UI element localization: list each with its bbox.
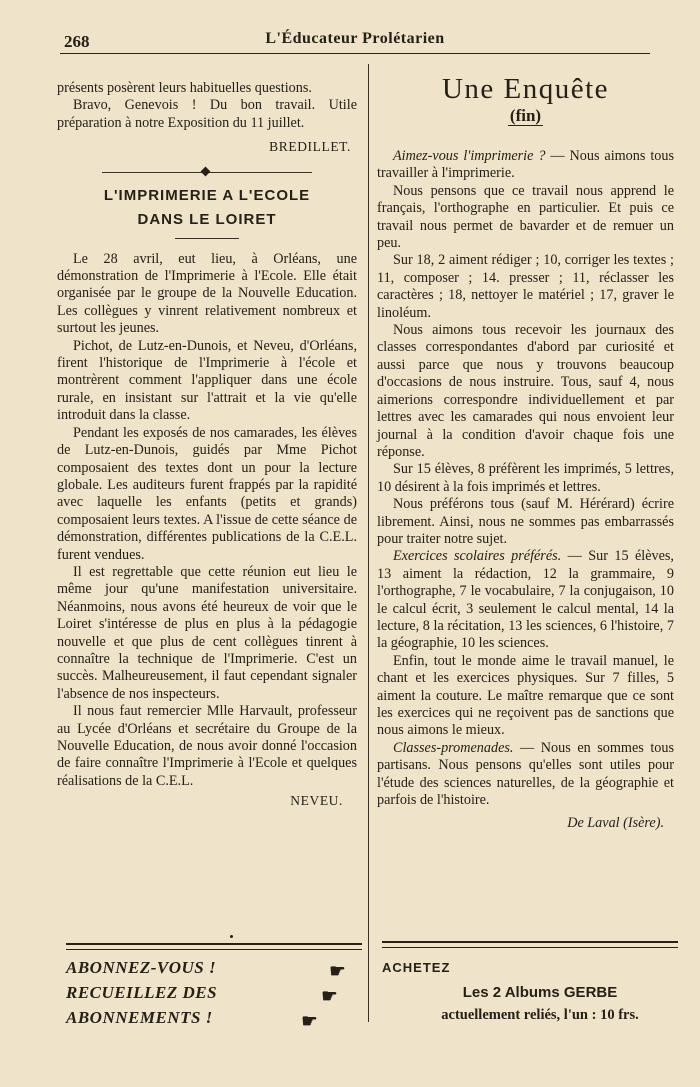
enquete-paragraph: Nous pensons que ce travail nous apprend le français, l'orthographe en particulier. Et puis ce travail nous permet de bavarder et de remuer un peu.	[377, 182, 674, 252]
footer-rule-right	[382, 941, 678, 948]
subscribe-line: RECUEILLEZ DES ☛	[66, 983, 338, 1006]
running-title: L'Éducateur Prolétarien	[265, 30, 445, 47]
enquete-paragraph: Nous aimons tous recevoir les journaux des classes correspondantes d'abord par curiosité et aussi parce que nous y trouvons beaucoup d'occasions de nous instruire. Tous, sauf 4, nous aimerions correspondre individuellement et par lettres avec les camarades qui nous envoient leur journal à la condition d'avoir chaque fois une réponse.	[377, 322, 674, 460]
albums-price: actuellement reliés, l'un : 10 frs.	[441, 1007, 639, 1023]
subscribe-line: ABONNEZ-VOUS ! ☛	[66, 958, 346, 981]
header-rule	[60, 53, 650, 54]
subscribe-line: ABONNEMENTS ! ☛	[66, 1008, 318, 1031]
enquete-paragraph: Nous préférons tous (sauf M. Hérérard) écrire librement. Ainsi, nous ne sommes pas embarrassés pour traiter notre sujet.	[377, 496, 674, 547]
pointing-hand-icon: ☛	[301, 1011, 318, 1031]
intro-paragraph: Bravo, Genevois ! Du bon travail. Utile préparation à notre Exposition du 11 juillet.	[57, 97, 357, 131]
page-number: 268	[64, 32, 90, 51]
enquete-signature: De Laval (Isère).	[567, 815, 664, 832]
enquete-paragraph: Sur 15 élèves, 8 préfèrent les imprimés, 5 lettres, 10 désirent à la fois imprimés et lettres.	[377, 461, 674, 495]
article-paragraph: Pichot, de Lutz-en-Dunois, et Neveu, d'Orléans, firent l'historique de l'Imprimerie à l'école et montrèrent comment l'appliquer dans une école rurale, en insistant sur l'attrait et la vie qu'elle introduit dans la classe.	[57, 337, 357, 424]
enquete-title: Une Enquête	[441, 73, 610, 105]
enquete-paragraph: Sur 18, 2 aiment rédiger ; 10, corriger les textes ; 11, composer ; 14. presser ; 11, réclasser les caractères ; 18, nettoyer le matériel ; 17, graver le linoléum.	[377, 252, 674, 321]
article-paragraph: Le 28 avril, eut lieu, à Orléans, une démonstration de l'Imprimerie à l'Ecole. Elle était organisée par le groupe de la Nouvelle Education. Les collègues y vinrent relativement nombreux et surtout les jeunes.	[57, 250, 357, 337]
diamond-icon	[201, 166, 211, 176]
enquete-paragraph: Classes-promenades. — Nous en sommes tous partisans. Nous pensons qu'elles sont utiles pour l'étude des sciences naturelles, de la géographie et parfois de l'histoire.	[377, 739, 674, 809]
article-paragraph: Pendant les exposés de nos camarades, les élèves de Lutz-en-Dunois, guidés par Mme Pichot composaient des textes dont un pour la lecture globale. Les auditeurs furent frappés par la rapidité avec laquelle les enfants (petits et grands) composaient leurs textes. A l'issue de cette séance de démonstration, différentes publications de la C.E.L. furent vendues.	[57, 424, 357, 563]
article-paragraph: Il nous faut remercier Mlle Harvault, professeur au Lycée d'Orléans et secrétaire du Groupe de la Nouvelle Education, de nous avoir donné l'occasion de faire connaître l'Imprimerie à l'Ecole et quelques réalisations de la C.E.L.	[57, 703, 357, 789]
article-signature: NEVEU.	[290, 793, 343, 809]
right-column	[377, 148, 674, 833]
pointing-hand-icon: ☛	[329, 961, 346, 981]
ornament-divider	[102, 168, 312, 176]
pointing-hand-icon: ☛	[321, 986, 338, 1006]
page-header	[60, 28, 650, 54]
left-column	[57, 80, 357, 810]
enquete-paragraph: Enfin, tout le monde aime le travail manuel, le chant et les exercices physiques. Sur 7 filles, 5 aiment la couture. Le maître remarque que ce sont les exercices qui ne reçoivent pas de sanctions que nous aimons le mieux.	[377, 652, 674, 739]
enquete-paragraph: Exercices scolaires préférés. — Sur 15 élèves, 13 aiment la rédaction, 12 la grammaire, 9 l'orthographe, 7 le vocabulaire, 7 la conjugaison, 10 le calcul écrit, 3 seulement le calcul mental, 14 la lecture, 8 la récitation, 13 les sciences, 6 l'histoire, 7 la géographie, 10 les sciences.	[377, 548, 674, 652]
subscribe-notice	[66, 958, 366, 1033]
enquete-subtitle: (fin)	[509, 106, 542, 125]
albums-title: Les 2 Albums GERBE	[462, 984, 618, 1001]
intro-paragraph: présents posèrent leurs habituelles questions.	[57, 80, 312, 96]
ornament-dot	[230, 935, 233, 938]
title-rule	[175, 238, 239, 239]
column-divider	[368, 64, 369, 1022]
article-paragraph: Il est regrettable que cette réunion eut lieu le même jour qu'une manifestation universitaire. Néanmoins, nous avons été heureux de voir que le Loiret s'intéresse de plus en plus à la pédagogie nouvelle et que plus de cent collègues tinrent à connaître la technique de l'Imprimerie. C'est un succès. Malheureusement, il faut cependant signaler l'absence de nos inspecteurs.	[57, 563, 357, 702]
intro-signature: BREDILLET.	[269, 139, 351, 155]
enquete-paragraph: Aimez-vous l'imprimerie ? — Nous aimons tous travailler à l'imprimerie.	[377, 148, 674, 182]
article-title: L'IMPRIMERIE A L'ECOLE DANS LE LOIRET	[103, 186, 311, 228]
purchase-notice	[382, 960, 678, 1024]
purchase-label: ACHETEZ	[382, 960, 451, 975]
footer-rule-left	[66, 943, 362, 950]
